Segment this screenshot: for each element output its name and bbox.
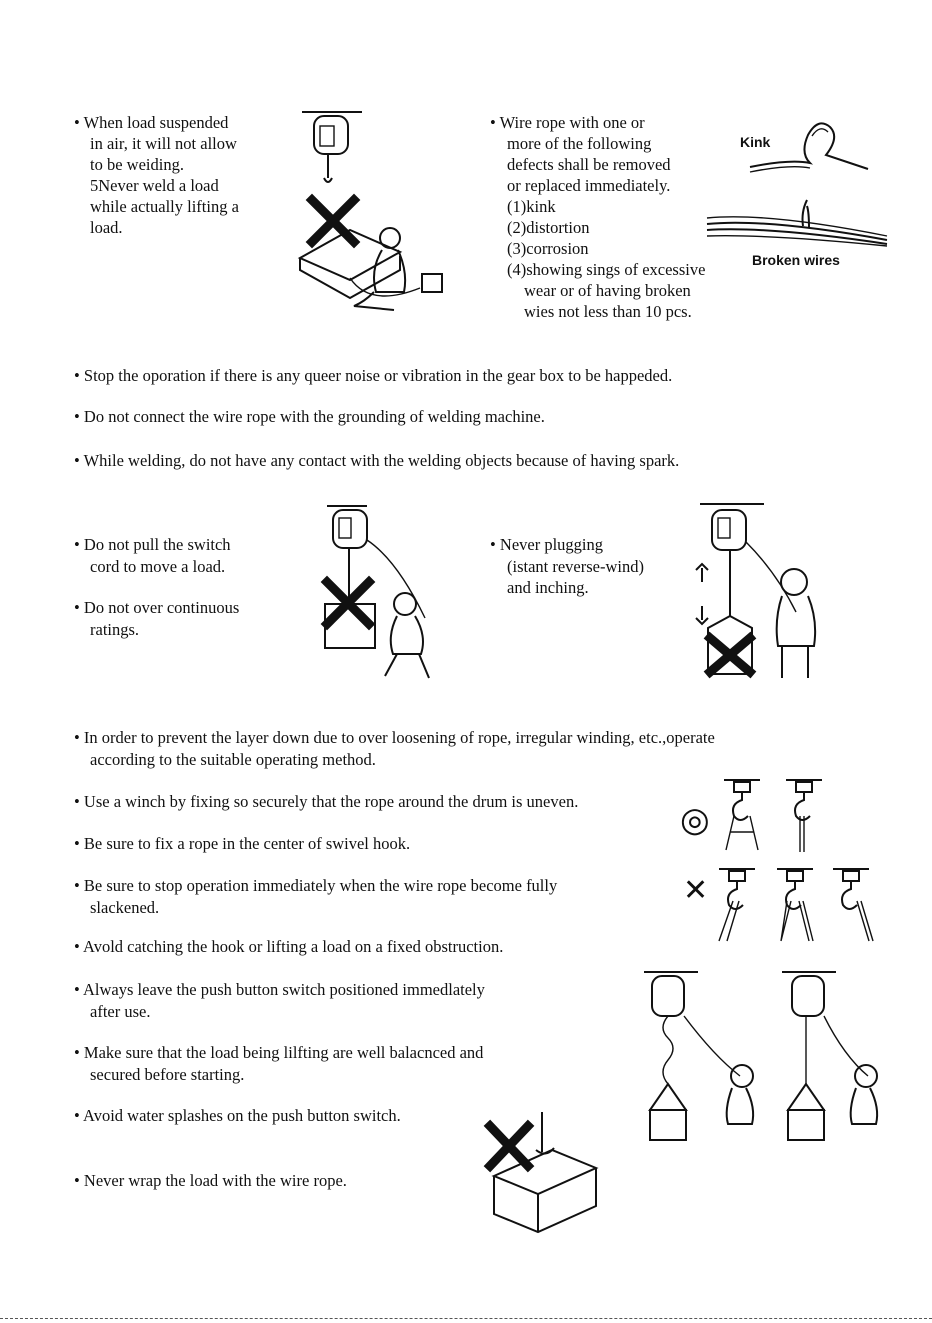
- slack-rope-illustration: [640, 968, 890, 1148]
- item-text: Be sure to fix a rope in the center of swivel hook.: [83, 834, 411, 853]
- list-item: [74, 727, 715, 748]
- text-line: or replaced immediately.: [507, 176, 671, 195]
- list-item: [74, 365, 672, 386]
- bullet: •: [74, 451, 80, 470]
- list-item: [74, 1042, 483, 1063]
- wrap-load-prohibited-illustration: [480, 1110, 605, 1235]
- text-line: (2)distortion: [507, 218, 590, 237]
- broken-wires-label: Broken wires: [752, 252, 840, 268]
- correct-mark: ◎: [680, 800, 710, 840]
- wrong-mark: ✕: [683, 873, 709, 908]
- text-line: while actually lifting a: [90, 197, 239, 216]
- text-line: • Do not pull the switch: [74, 535, 231, 554]
- text-line: • Never plugging: [490, 535, 604, 554]
- bullet: •: [74, 937, 80, 956]
- text-line: ratings.: [90, 620, 140, 639]
- bullet: •: [74, 407, 80, 426]
- broken-wires-icon: [705, 198, 890, 248]
- bullet: •: [74, 728, 80, 747]
- item-text-continued: secured before starting.: [90, 1065, 245, 1084]
- list-item: [74, 833, 410, 854]
- item-text: Be sure to stop operation immediately when the wire rope become fully: [83, 876, 558, 895]
- wrong-hook-diagrams: [715, 865, 875, 945]
- text-line: • When load suspended: [74, 113, 229, 132]
- list-item: [74, 406, 545, 427]
- text-line: and inching.: [507, 578, 589, 597]
- text-line: defects shall be removed: [507, 155, 671, 174]
- item-text: Use a winch by fixing so securely that the rope around the drum is uneven.: [83, 792, 579, 811]
- text-line: (4)showing sings of excessive: [507, 260, 706, 279]
- welding-prohibited-illustration: [290, 108, 460, 318]
- bullet: •: [74, 366, 80, 385]
- plugging-prohibited-illustration: [690, 498, 830, 688]
- text-line: 5Never weld a load: [90, 176, 219, 195]
- text-line: wear or of having broken: [524, 281, 691, 300]
- bullet: •: [74, 1106, 80, 1125]
- text-line: (1)kink: [507, 197, 556, 216]
- text-line: wies not less than 10 pcs.: [524, 302, 692, 321]
- text-line: to be weiding.: [90, 155, 184, 174]
- item-text: Make sure that the load being lilfting are well balacnced and: [83, 1043, 484, 1062]
- list-item: [74, 936, 503, 957]
- text-line: (3)corrosion: [507, 239, 589, 258]
- bullet: •: [74, 876, 80, 895]
- bullet: •: [74, 980, 80, 999]
- bullet: •: [74, 1171, 80, 1190]
- item-text-continued: according to the suitable operating method.: [90, 750, 376, 769]
- kink-rope-icon: [730, 112, 880, 182]
- list-item: [74, 450, 679, 471]
- bullet: •: [74, 834, 80, 853]
- item-text: Stop the oporation if there is any queer noise or vibration in the gear box to be happeded.: [83, 366, 673, 385]
- item-text: Avold catching the hook or lifting a load on a fixed obstruction.: [83, 937, 504, 956]
- text-line: cord to move a load.: [90, 557, 226, 576]
- kink-label: Kink: [740, 134, 771, 150]
- list-item: [74, 1105, 401, 1126]
- text-line: • Do not over continuous: [74, 598, 240, 617]
- list-item: [74, 1170, 347, 1191]
- list-item: [74, 875, 557, 896]
- pull-cord-prohibited-illustration: [305, 500, 445, 685]
- text-line: load.: [90, 218, 123, 237]
- correct-hook-diagrams: [720, 776, 830, 856]
- list-item: [74, 979, 485, 1000]
- list-item: [74, 791, 578, 812]
- bullet: •: [74, 1043, 80, 1062]
- item-text: Do not connect the wire rope with the grounding of welding machine.: [83, 407, 545, 426]
- text-line: in air, it will not allow: [90, 134, 237, 153]
- item-text: Always leave the push button switch positioned immedlately: [83, 980, 485, 999]
- text-line: more of the following: [507, 134, 652, 153]
- item-text-continued: after use.: [90, 1002, 151, 1021]
- item-text-continued: slackened.: [90, 898, 160, 917]
- item-text: In order to prevent the layer down due to over loosening of rope, irregular winding, etc.,operate: [83, 728, 715, 747]
- item-text: Never wrap the load with the wire rope.: [83, 1171, 347, 1190]
- text-line: (istant reverse-wind): [507, 557, 644, 576]
- page-edge-rule: [0, 1318, 932, 1319]
- item-text: While welding, do not have any contact with the welding objects because of having spark.: [83, 451, 680, 470]
- text-line: • Wire rope with one or: [490, 113, 645, 132]
- bullet: •: [74, 792, 80, 811]
- item-text: Avoid water splashes on the push button switch.: [83, 1106, 401, 1125]
